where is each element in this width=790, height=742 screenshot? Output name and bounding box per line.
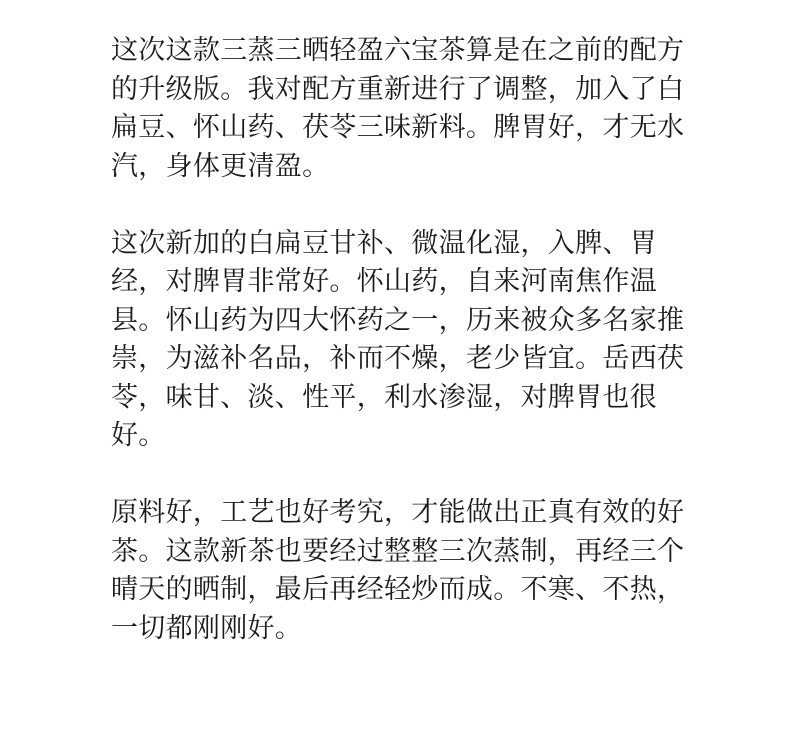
- article-body: [111, 32, 691, 648]
- paragraph-upgrade-intro: 这次这款三蒸三晒轻盈六宝茶算是在之前的配方的升级版。我对配方重新进行了调整，加入了白扁豆、怀山药、茯苓三味新料。脾胃好，才无水汽，身体更清盈。: [111, 35, 685, 182]
- paragraph-new-ingredients: 这次新加的白扁豆甘补、微温化湿，入脾、胃经，对脾胃非常好。怀山药，自来河南焦作温县。怀山药为四大怀药之一，历来被众多名家推崇，为滋补名品，补而不燥，老少皆宜。岳西茯苓，味甘、淡、性平，利水渗湿，对脾胃也很好。: [111, 227, 685, 451]
- paragraph-process: 原料好，工艺也好考究，才能做出正真有效的好茶。这款新茶也要经过整整三次蒸制，再经三个晴天的晒制，最后再经轻炒而成。不寒、不热，一切都刚刚好。: [111, 497, 685, 644]
